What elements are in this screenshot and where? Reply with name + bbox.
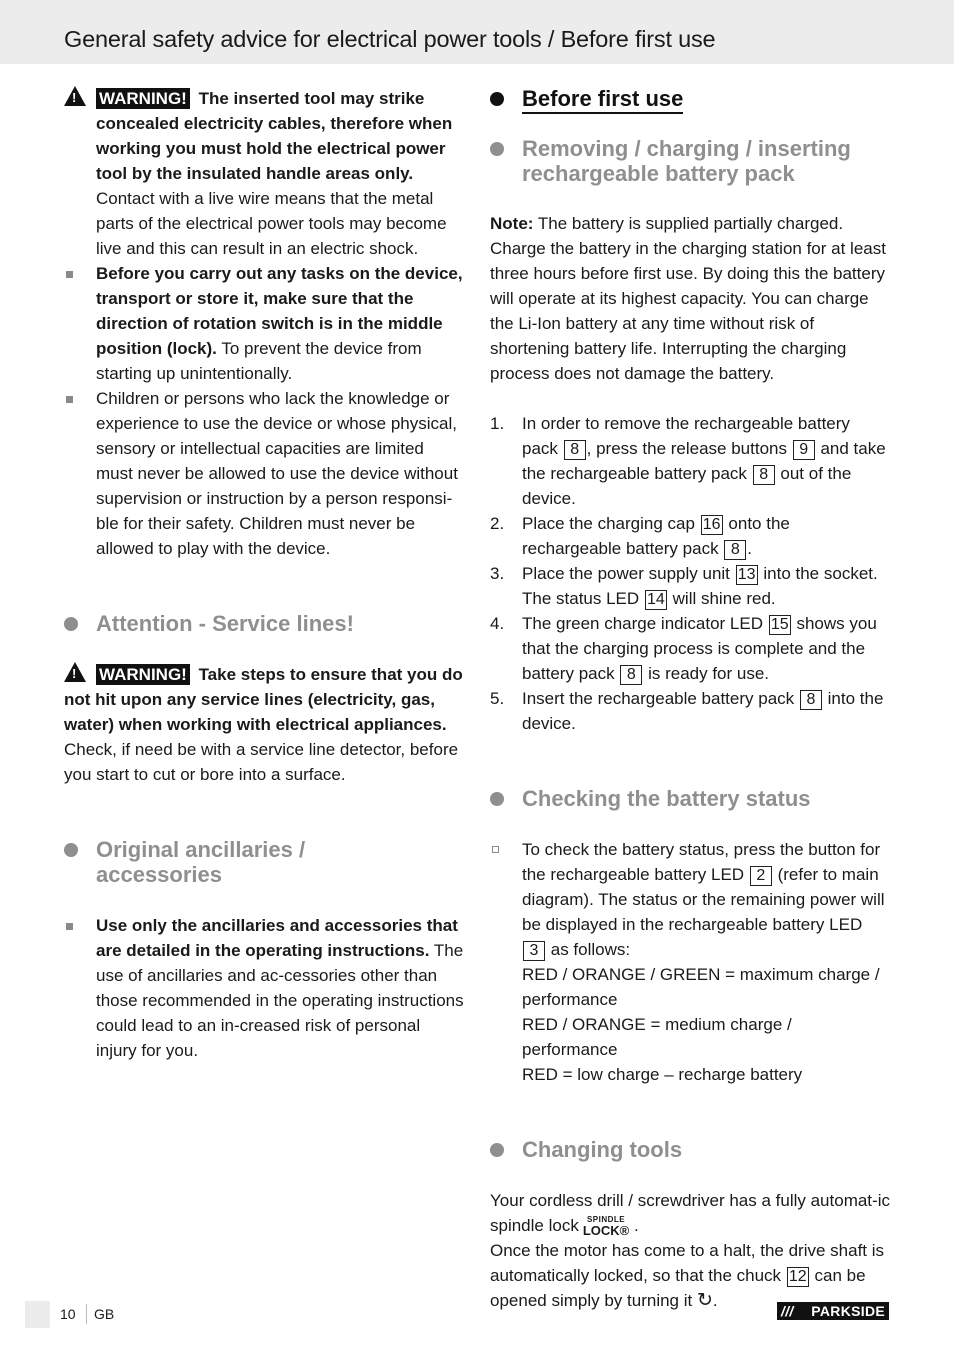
bullet-children xyxy=(64,386,464,561)
note-paragraph xyxy=(490,211,890,386)
bullet-dot-icon xyxy=(490,142,504,156)
left-column xyxy=(64,86,464,1063)
bullet-text: The use of ancillaries and ac-cessories other than those recommended in the operating instructions could lead to an in-creased risk of personal injury for you. xyxy=(96,941,464,1060)
section-heading-battery-status: Checking the battery status xyxy=(490,786,890,811)
spindle-lock-icon: SPINDLE LOCK® xyxy=(582,1215,630,1238)
footer-marker xyxy=(25,1301,50,1328)
section-heading-changing-tools: Changing tools xyxy=(490,1137,890,1162)
brand-logo: /// PARKSIDE xyxy=(777,1302,889,1320)
reference-number: 2 xyxy=(750,866,772,886)
reference-number: 14 xyxy=(645,590,667,610)
square-bullet-icon xyxy=(66,923,73,930)
footer-divider xyxy=(86,1304,87,1324)
warning-bold-text: The inserted tool may strike concealed electricity cables, therefore when working you must hold the electrical power tool by the insulated handle areas only. xyxy=(96,89,453,183)
step-item: 1. In order to remove the rechargeable battery pack 8 , press the release buttons 9 and take the rechargeable battery pack 8 out of the device. xyxy=(490,414,886,508)
square-bullet-icon xyxy=(66,396,73,403)
bullet-dot-icon xyxy=(64,843,78,857)
section-heading-ancillaries: Original ancillaries / accessories xyxy=(64,837,464,887)
section-heading-service-lines: Attention - Service lines! xyxy=(64,611,464,636)
section-heading-battery-pack: Removing / charging / inserting rechargeable battery pack xyxy=(490,136,890,186)
note-text: The battery is supplied partially charged. Charge the battery in the charging station for at least three hours before first use. By doing this the battery will operate at its highest capacity. You can charge the Li-Ion battery at any time without risk of shortening battery life. Interrupting the charging process does not damage the battery. xyxy=(490,214,886,383)
battery-status-item: To check the battery status, press the button for the rechargeable battery LED 2 (refer to main diagram). The status or the remaining power will be displayed in the rechargeable battery LED 3 as follows: RED / ORANGE / GREEN = maximum charge / performance RED / ORANGE = medium charge / performance RED = low charge – recharge battery xyxy=(490,837,890,1087)
warning-label: WARNING! xyxy=(96,88,190,109)
bullet-rotation-switch xyxy=(64,261,464,386)
status-line-low: RED = low charge – recharge battery xyxy=(522,1065,803,1084)
warning-triangle-icon xyxy=(64,86,86,106)
bullet-dot-icon xyxy=(490,1143,504,1157)
page-title: General safety advice for electrical power tools / Before first use xyxy=(64,26,716,52)
reference-number: 13 xyxy=(736,565,758,585)
reference-number: 8 xyxy=(564,440,586,460)
clockwise-arrow-icon: ↻ xyxy=(696,1290,713,1311)
status-line-medium: RED / ORANGE = medium charge / performance xyxy=(522,1015,792,1059)
reference-number: 16 xyxy=(701,515,723,535)
square-bullet-icon xyxy=(66,271,73,278)
right-column xyxy=(490,86,890,1313)
step-item: 5. Insert the rechargeable battery pack 8 into the device. xyxy=(490,689,884,733)
note-label: Note: xyxy=(490,214,534,233)
warning-service-lines xyxy=(64,662,464,787)
reference-number: 8 xyxy=(620,665,642,685)
step-item: 2. Place the charging cap 16 onto the rechargeable battery pack 8 . xyxy=(490,514,790,558)
bullet-dot-icon xyxy=(490,92,504,106)
reference-number: 8 xyxy=(800,690,822,710)
bullet-text: To prevent the device from starting up unintentionally. xyxy=(96,339,422,383)
step-item: 4. The green charge indicator LED 15 shows you that the charging process is complete and the battery pack 8 is ready for use. xyxy=(490,614,877,683)
changing-tools-text: Your cordless drill / screwdriver has a fully automat-ic spindle lock SPINDLE LOCK® . Once the motor has come to a halt, the drive shaft is automatically locked, so that the chuck 12 can be opened simply by turning it ↻. xyxy=(490,1191,890,1311)
hollow-square-bullet-icon xyxy=(492,846,499,853)
warning-bold-text: Take steps to ensure that you do not hit upon any service lines (electricity, gas, water) when working with electrical appliances. xyxy=(64,665,463,734)
warning-cables xyxy=(64,86,464,261)
warning-triangle-icon xyxy=(64,662,86,682)
reference-number: 9 xyxy=(793,440,815,460)
reference-number: 12 xyxy=(787,1267,809,1287)
language-code: GB xyxy=(94,1306,115,1322)
page-number: 10 xyxy=(60,1306,76,1322)
status-line-max: RED / ORANGE / GREEN = maximum charge / performance xyxy=(522,965,880,1009)
warning-label: WARNING! xyxy=(96,664,190,685)
warning-text: Check, if need be with a service line detector, before you start to cut or bore into a surface. xyxy=(64,740,459,784)
bullet-bold-text: Before you carry out any tasks on the device, transport or store it, make sure that the direction of rotation switch is in the middle position (lock). xyxy=(96,264,463,358)
bullet-dot-icon xyxy=(490,792,504,806)
bullet-dot-icon xyxy=(64,617,78,631)
reference-number: 3 xyxy=(523,941,545,961)
warning-text: Contact with a live wire means that the metal parts of the electrical power tools may become live and this can result in an electric shock. xyxy=(96,189,447,258)
reference-number: 8 xyxy=(724,540,746,560)
bullet-ancillaries xyxy=(64,913,464,1063)
reference-number: 15 xyxy=(769,615,791,635)
reference-number: 8 xyxy=(753,465,775,485)
step-item: 3. Place the power supply unit 13 into the socket. The status LED 14 will shine red. xyxy=(490,564,878,608)
section-heading-before-first-use: Before first use xyxy=(490,86,890,111)
bullet-text: Children or persons who lack the knowledge or experience to use the device or whose physical, sensory or intellectual capacities are limited must never be allowed to use the device without supervision or instruction by a person responsi-ble for their safety. Children must never be allowed to play with the device. xyxy=(96,389,458,558)
bullet-bold-text: Use only the ancillaries and accessories that are detailed in the operating instructions. xyxy=(96,916,458,960)
